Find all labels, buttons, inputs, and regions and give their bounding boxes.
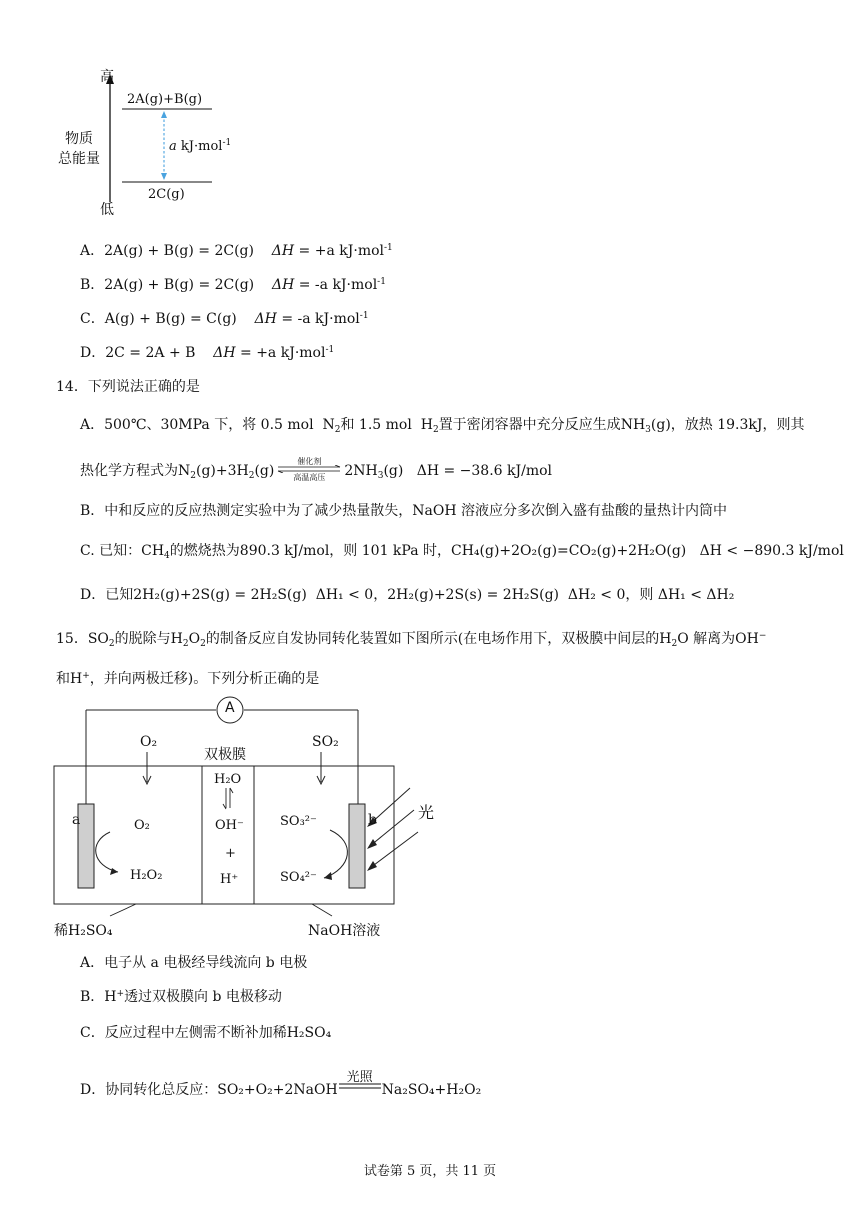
q13-option-a[interactable]: A．2A(g) + B(g) = 2C(g) ΔH = +a kJ·mol$^{-1}$	[80, 243, 393, 259]
q15-stem-line2: 和H+，并向两极迁移)。下列分析正确的是	[56, 671, 320, 687]
q13-option-c[interactable]: C．A(g) + B(g) = C(g) ΔH = -a kJ·mol$^{-1}$	[80, 311, 369, 327]
q13-option-d[interactable]: D．2C = 2A + B ΔH = +a kJ·mol$^{-1}$	[80, 345, 335, 361]
left-h2o2-label: H₂O₂	[130, 868, 163, 883]
energy-gap-label: a kJ·mol$^{-1}$	[169, 138, 232, 154]
q15-option-c[interactable]: C．反应过程中左侧需不断补加稀H₂SO₄	[80, 1025, 332, 1041]
ammeter-label: A	[225, 700, 235, 716]
left-o2-label: O₂	[134, 818, 150, 833]
membrane-h2o-label: H₂O	[214, 772, 242, 787]
light-condition-equals: 光照	[346, 1070, 373, 1085]
so2-inlet-label: SO₂	[312, 734, 339, 750]
light-label: 光	[418, 803, 435, 822]
membrane-label: 双极膜	[204, 747, 246, 763]
apparatus-drawing	[40, 690, 480, 950]
q14-stem: 14．下列说法正确的是	[56, 379, 200, 395]
membrane-plus-label: +	[225, 846, 236, 861]
energy-bottom-level-label: 2C(g)	[148, 187, 185, 202]
q14-option-b[interactable]: B．中和反应的反应热测定实验中为了减少热量散失，NaOH 溶液应分多次倒入盛有盐酸的量热计内筒中	[80, 503, 728, 519]
q15-option-a[interactable]: A．电子从 a 电极经导线流向 b 电极	[80, 955, 308, 971]
q15-option-d[interactable]: D．协同转化总反应：SO₂+O₂+2NaOH 光照 Na₂SO₄+H₂O₂	[80, 1070, 482, 1098]
energy-ylabel-1: 物质	[65, 131, 93, 147]
energy-ylabel-2: 总能量	[58, 151, 100, 167]
right-so4-label: SO₄²⁻	[280, 870, 317, 885]
energy-low-label: 低	[100, 202, 114, 218]
energy-top-level-label: 2A(g)+B(g)	[127, 92, 203, 107]
q14-option-a-line2[interactable]: 热化学方程式为$N_2(g)+3H_2(g)$ 催化剂 高温高压 $2NH_3(g) \Delta H = -38.6$ kJ/mol	[80, 457, 552, 482]
q14-option-d[interactable]: D．已知2H₂(g)+2S(g) = 2H₂S(g) ΔH₁ < 0，2H₂(g)+2S(s) = 2H₂S(g) ΔH₂ < 0，则 ΔH₁ < ΔH₂	[80, 587, 735, 603]
reversible-arrow: 催化剂 高温高压	[276, 460, 342, 478]
membrane-hplus-label: H⁺	[220, 872, 239, 887]
membrane-oh-label: OH⁻	[215, 818, 244, 833]
right-solution-label: NaOH溶液	[308, 923, 381, 939]
left-solution-label: 稀H₂SO₄	[54, 923, 113, 939]
q13-option-b[interactable]: B．2A(g) + B(g) = 2C(g) ΔH = -a kJ·mol$^{-1}$	[80, 277, 386, 293]
right-so3-label: SO₃²⁻	[280, 814, 317, 829]
q14-option-c[interactable]: C. 已知：$CH_4$的燃烧热为890.3 kJ/mol，则 101 kPa 时，CH₄(g)+2O₂(g)=CO₂(g)+2H₂O(g) ΔH < −890.3 kJ/mol	[80, 543, 844, 561]
electrode-b-label: b	[368, 812, 377, 828]
o2-inlet-label: O₂	[140, 734, 158, 750]
electrode-a-label: a	[72, 812, 81, 828]
q15-stem-line1: 15．$SO_2$的脱除与$H_2O_2$的制备反应自发协同转化装置如下图所示(在电场作用下，双极膜中间层的$H_2O$ 解离为OH−	[56, 631, 767, 649]
q15-option-b[interactable]: B．H+透过双极膜向 b 电极移动	[80, 989, 282, 1005]
q14-option-a-line1[interactable]: A．500℃、30MPa 下，将 0.5 mol $N_2$和 1.5 mol $H_2$置于密闭容器中充分反应生成$NH_3(g)$，放热 19.3kJ，则其	[80, 417, 805, 435]
page-footer: 试卷第 5 页，共 11 页	[363, 1164, 497, 1179]
energy-high-label: 高	[100, 69, 114, 85]
